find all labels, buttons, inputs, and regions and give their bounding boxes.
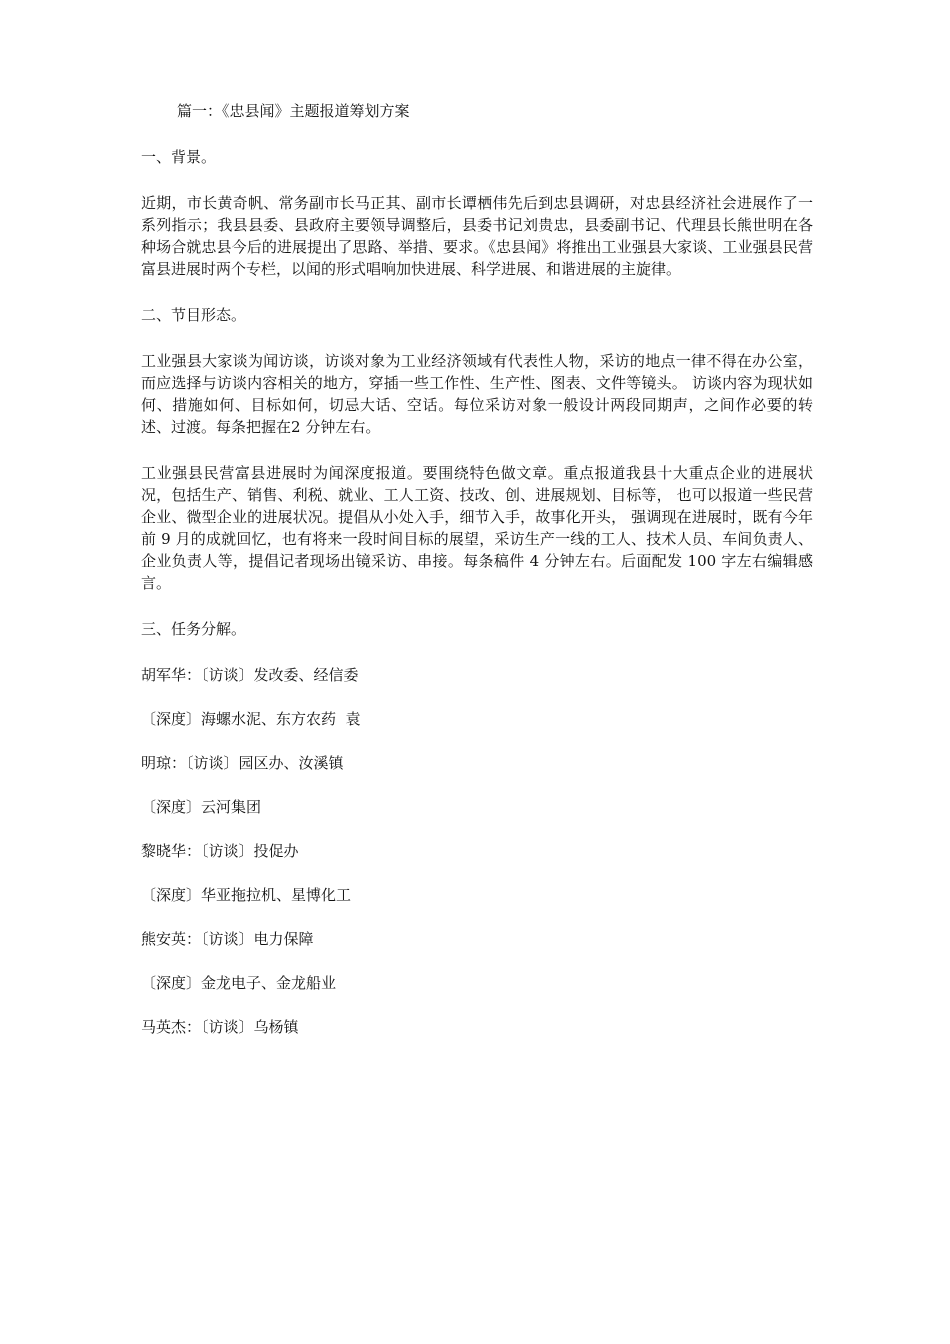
task-item: 熊安英：〔访谈〕电力保障 xyxy=(141,930,314,948)
section-heading-tasks: 三、任务分解。 xyxy=(141,620,247,638)
section-heading-format: 二、节目形态。 xyxy=(141,306,247,324)
background-paragraph: 近期，市长黄奇帆、常务副市长马正其、副市长谭栖伟先后到忠县调研，对忠县经济社会进展作了一系列指示；我县县委、县政府主要领导调整后，县委书记刘贵忠，县委副书记、代理县长熊世明在各种场合就忠县今后的进展提出了思路、举措、要求。《忠县闻》将推出工业强县大家谈、工业强县民营富县进展时两个专栏，以闻的形式唱响加快进展、科学进展、和谐进展的主旋律。 xyxy=(141,194,813,278)
task-item: 明琼：〔访谈〕园区办、汝溪镇 xyxy=(141,754,344,772)
task-item: 〔深度〕金龙电子、金龙船业 xyxy=(141,974,337,992)
document-title: 篇一：《忠县闻》主题报道筹划方案 xyxy=(177,102,410,120)
task-item: 胡军华：〔访谈〕发改委、经信委 xyxy=(141,666,359,684)
format-paragraph-in-depth: 工业强县民营富县进展时为闻深度报道。要围绕特色做文章。重点报道我县十大重点企业的进展状况，包括生产、销售、利税、就业、工人工资、技改、创、进展规划、目标等， 也可以报道一些民营企业、微型企业的进展状况。提倡从小处入手，细节入手，故事化开头， 强调现在进展时，既有今年前 9 月的成就回忆，也有将来一段时间目标的展望，采访生产一线的工人、技术人员、车间负责人、企业负责人等，提倡记者现场出镜采访、串接。每条稿件 4 分钟左右。后面配发 100 字左右编辑感言。 xyxy=(141,464,813,592)
task-item: 〔深度〕海螺水泥、东方农药 袁 xyxy=(141,710,361,728)
task-item: 〔深度〕云河集团 xyxy=(141,798,262,816)
task-item: 〔深度〕华亚拖拉机、星博化工 xyxy=(141,886,352,904)
document-body xyxy=(141,100,813,1060)
format-paragraph-interview: 工业强县大家谈为闻访谈，访谈对象为工业经济领域有代表性人物，采访的地点一律不得在办公室，而应选择与访谈内容相关的地方，穿插一些工作性、生产性、图表、文件等镜头。 访谈内容为现状如何、措施如何、目标如何，切忌大话、空话。每位采访对象一般设计两段同期声，之间作必要的转述、过渡。每条把握在2 分钟左右。 xyxy=(141,352,813,436)
section-heading-background: 一、背景。 xyxy=(141,148,217,166)
task-item: 马英杰：〔访谈〕乌杨镇 xyxy=(141,1018,299,1036)
task-item: 黎晓华：〔访谈〕投促办 xyxy=(141,842,299,860)
